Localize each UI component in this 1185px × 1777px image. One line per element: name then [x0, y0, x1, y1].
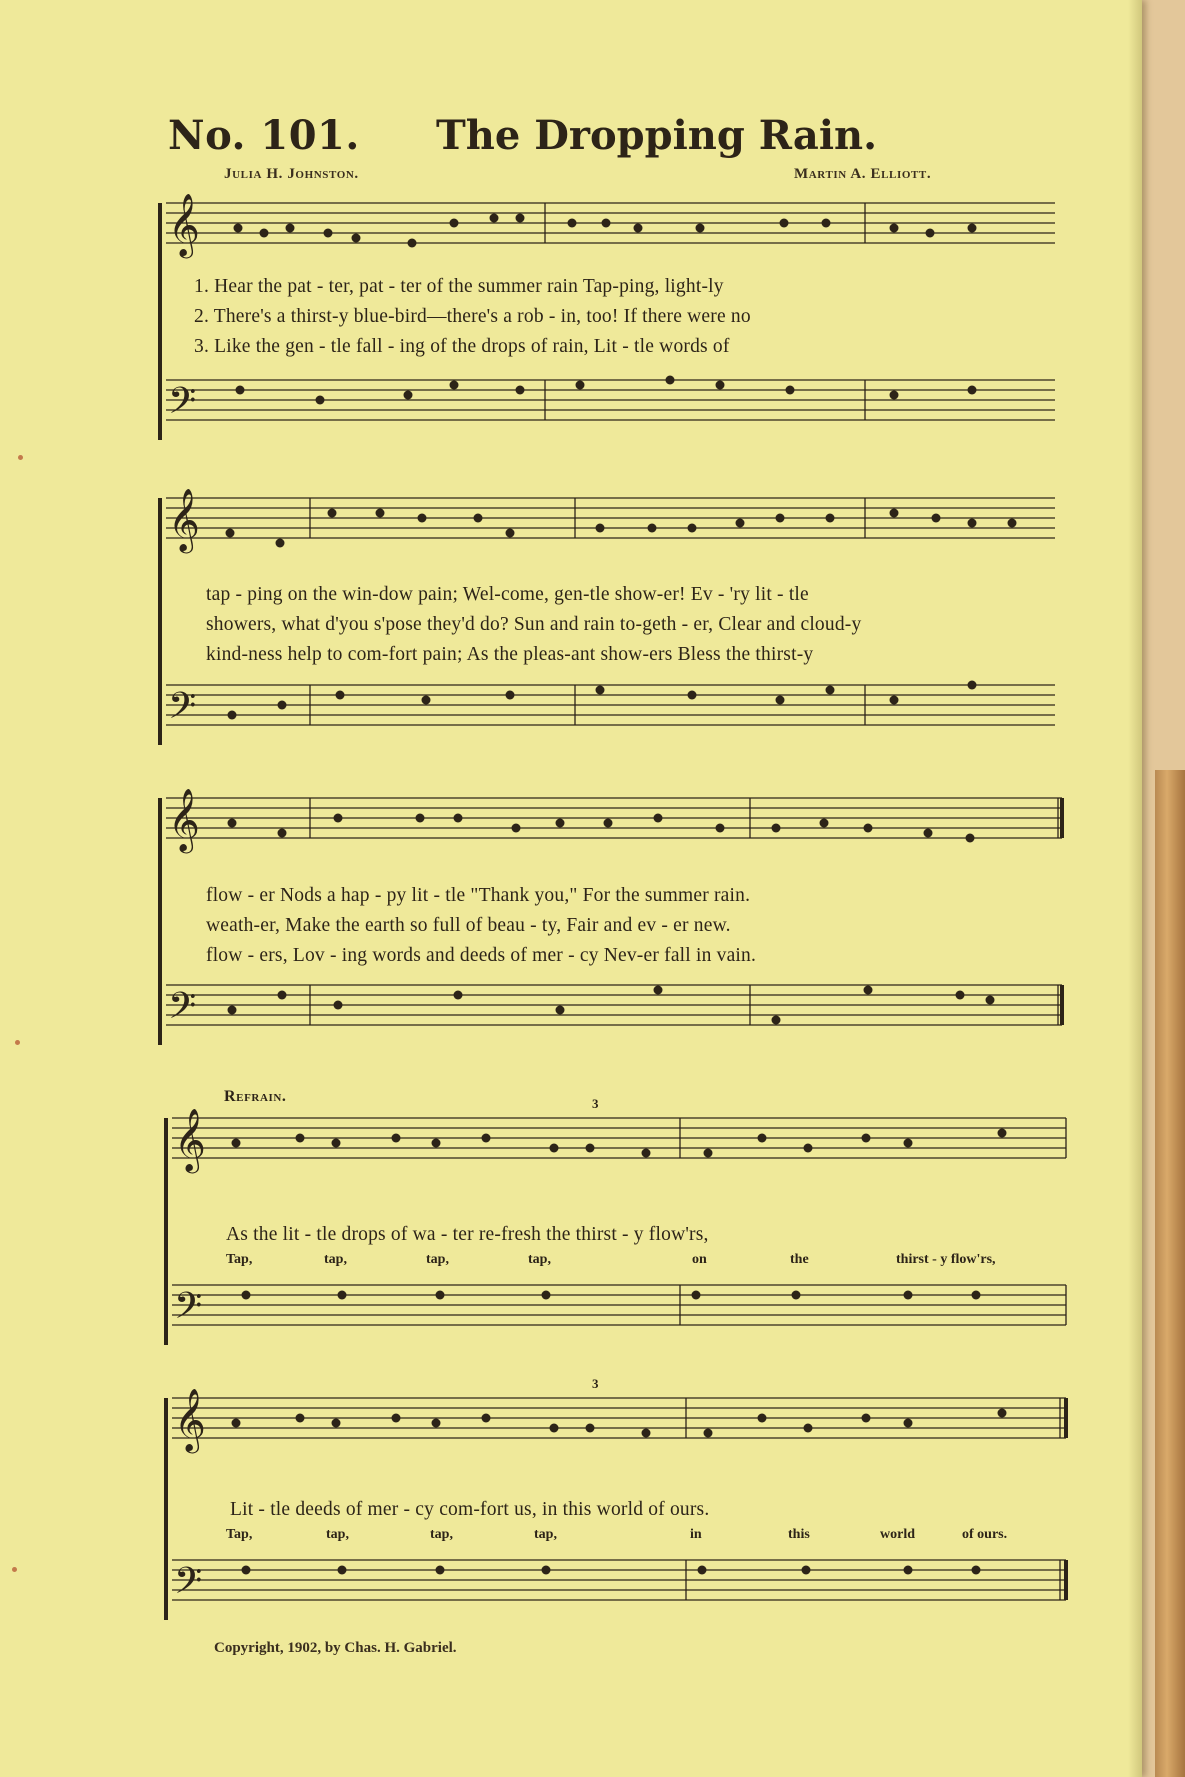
lyric-verse-2: 2. There's a thirst-y blue-bird—there's a rob - in, too! If there were no [194, 306, 751, 327]
lyric-verse-3: flow - ers, Lov - ing words and deeds of mer - cy Nev-er fall in vain. [206, 945, 757, 966]
composer-credit: Martin A. Elliott. [794, 166, 932, 182]
svg-text:𝄢: 𝄢 [174, 1285, 203, 1336]
page-speck [15, 1040, 20, 1045]
refrain-label: Refrain. [224, 1088, 287, 1105]
bass-staff [166, 380, 1055, 420]
lyric-verse-3: kind-ness help to com-fort pain; As the pleas-ant show-ers Bless the thirst-y [206, 644, 814, 665]
bass-tap-word: Tap, [226, 1252, 253, 1267]
svg-text:𝄞: 𝄞 [174, 1388, 206, 1451]
svg-text:𝄢: 𝄢 [174, 1560, 203, 1611]
svg-text:𝄞: 𝄞 [168, 488, 200, 551]
svg-text:3: 3 [592, 1376, 599, 1391]
svg-text:𝄞: 𝄞 [168, 788, 200, 851]
svg-text:𝄢: 𝄢 [168, 985, 197, 1036]
svg-text:𝄢: 𝄢 [168, 380, 197, 431]
bass-tap-word: tap, [534, 1527, 557, 1542]
bass-tap-word: in [690, 1527, 702, 1542]
bass-tap-word: on [692, 1252, 707, 1267]
bass-tap-word: tap, [326, 1527, 349, 1542]
bass-tap-word: tap, [324, 1252, 347, 1267]
lyric-verse-1: flow - er Nods a hap - py lit - tle "Thank you," For the summer rain. [206, 885, 751, 906]
lyric-verse-2: showers, what d'you s'pose they'd do? Sun and rain to-geth - er, Clear and cloud-y [206, 614, 862, 635]
svg-text:𝄞: 𝄞 [168, 193, 200, 256]
bass-tap-word: Tap, [226, 1527, 253, 1542]
lyricist-credit: Julia H. Johnston. [224, 166, 359, 182]
song-header [160, 112, 1080, 162]
bass-tap-word: tap, [430, 1527, 453, 1542]
music-system-1 [160, 195, 1060, 465]
bass-tap-word: of ours. [962, 1527, 1008, 1542]
bass-tap-word: tap, [528, 1252, 551, 1267]
lyric-verse-1: tap - ping on the win-dow pain; Wel-come, gen-tle show-er! Ev - 'ry lit - tle [206, 584, 809, 605]
song-title: The Dropping Rain. [436, 112, 878, 159]
page-speck [18, 455, 23, 460]
bass-tap-word: this [788, 1527, 810, 1542]
bass-tap-word: tap, [426, 1252, 449, 1267]
bass-tap-word: world [880, 1527, 915, 1542]
svg-text:𝄢: 𝄢 [168, 685, 197, 736]
bass-tap-word: thirst - y flow'rs, [896, 1252, 996, 1267]
bass-tap-word: the [790, 1252, 809, 1267]
book-edge [1155, 770, 1185, 1777]
copyright-notice: Copyright, 1902, by Chas. H. Gabriel. [214, 1640, 457, 1656]
svg-text:𝄞: 𝄞 [174, 1108, 206, 1171]
lyric-verse-2: weath-er, Make the earth so full of beau - ty, Fair and ev - er new. [206, 915, 731, 936]
page-speck [12, 1567, 17, 1572]
refrain-lyric-line-1: As the lit - tle drops of wa - ter re-fresh the thirst - y flow'rs, [226, 1224, 709, 1245]
lyric-verse-3: 3. Like the gen - tle fall - ing of the drops of rain, Lit - tle words of [194, 336, 730, 357]
svg-text:3: 3 [592, 1096, 599, 1111]
song-number: No. 101. [168, 112, 360, 159]
refrain-lyric-line-2: Lit - tle deeds of mer - cy com-fort us, in this world of ours. [230, 1499, 710, 1520]
lyric-verse-1: 1. Hear the pat - ter, pat - ter of the summer rain Tap-ping, light-ly [194, 276, 724, 297]
